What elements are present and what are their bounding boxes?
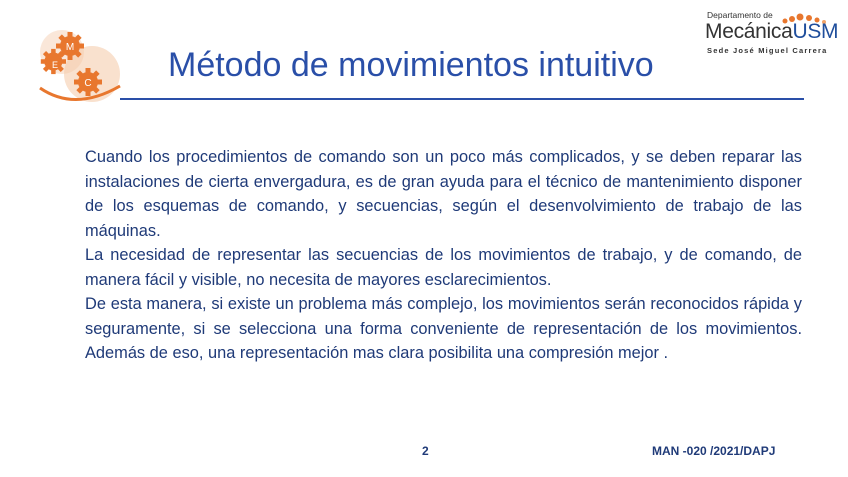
gear-letter-c: C	[84, 78, 92, 89]
paragraph: Cuando los procedimientos de comando son un poco más complicados, y se deben reparar las instalaciones de cierta envergadura, es de gran ayuda para el técnico de mantenimiento disponer de los esquemas de comando, y secuencias, según el desenvolvimiento de trabajo de las máquinas.	[85, 148, 802, 240]
page-number: 2	[422, 444, 429, 458]
paragraph: La necesidad de representar las secuencias de los movimientos de trabajo, y de comando, de manera fácil y visible, no necesita de mayores esclarecimientos.	[85, 246, 802, 289]
logo-brand	[705, 20, 838, 44]
mec-gears-logo	[30, 30, 130, 110]
mecanica-usm-logo	[697, 10, 837, 60]
gear-letter-e: E	[51, 60, 59, 70]
document-code: MAN -020 /2021/DAPJ	[652, 444, 776, 458]
slide-title: Método de movimientos intuitivo	[168, 46, 654, 84]
logo-brand-main: Mecánica	[705, 20, 793, 43]
logo-subtitle: Sede José Miguel Carrera	[707, 46, 828, 55]
logo-brand-accent: USM	[792, 20, 839, 43]
slide-body	[85, 145, 802, 366]
title-underline	[120, 98, 804, 100]
paragraph: De esta manera, si existe un problema más complejo, los movimientos serán reconocidos rápida y seguramente, si se selecciona una forma conveniente de representación de los movimientos. Además de eso, una representación mas clara posibilita una compresión mejor .	[85, 295, 802, 362]
gear-letter-m: M	[65, 42, 75, 53]
logo-department: Departamento de	[707, 10, 773, 20]
